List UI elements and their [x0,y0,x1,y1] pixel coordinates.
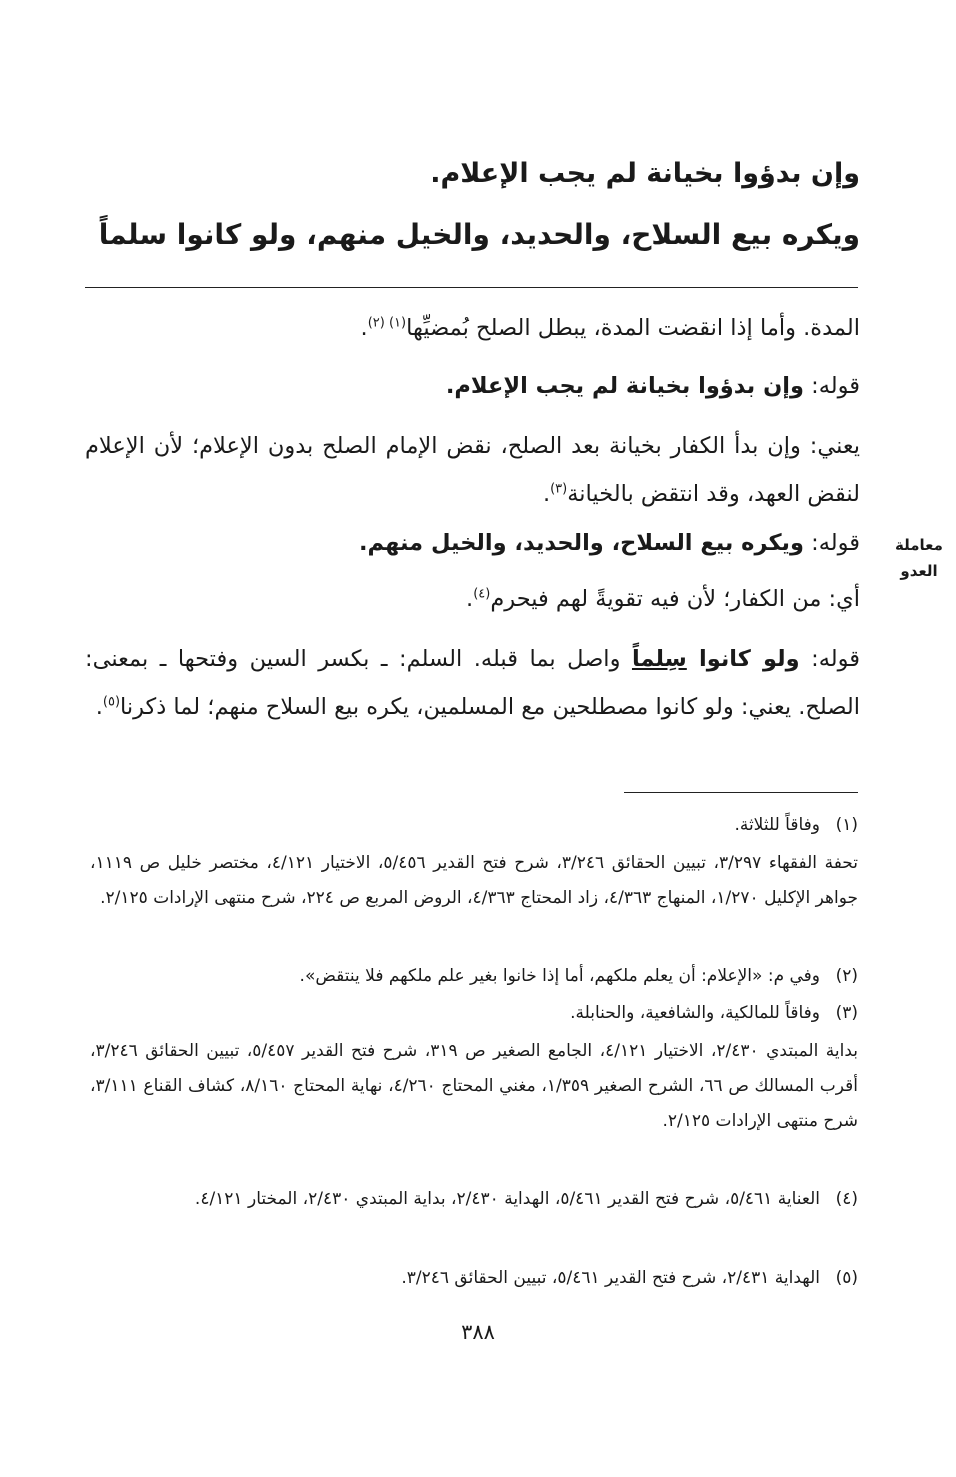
quoted-matn: ويكره بيع السلاح، والحديد، والخيل منهم. [358,530,804,556]
footnote-text: وفي م: «الإعلام: أن يعلم ملكهم، أما إذا خانوا بغير علم ملكهم فلا ينتقض». [299,966,820,986]
punctuation: . [360,315,368,341]
footnote-text: العناية ٥/٤٦١، شرح فتح القدير ٥/٤٦١، الهداية ٢/٤٣٠، بداية المبتدي ٢/٤٣٠، المختار ٤/١٢١. [194,1189,820,1209]
page-number: ٣٨٨ [461,1320,495,1344]
footnote-number: (٥) [835,1268,858,1288]
commentary-paragraph-6 [85,635,860,731]
footnote-1 [90,808,858,843]
quote-lead: قوله: [799,646,861,672]
commentary-paragraph-1 [85,304,860,352]
footnote-3 [90,996,858,1031]
quoted-matn-underlined: سِلماً [631,646,687,672]
commentary-paragraph-2 [85,362,860,410]
footnote-5 [90,1261,858,1296]
matn-line-2: ويكره بيع السلاح، والحديد، والخيل منهم، ولو كانوا سلماً [98,218,860,251]
quoted-matn: ولو كانوا [686,646,800,672]
quoted-matn: وإن بدؤوا بخيانة لم يجب الإعلام. [445,373,804,399]
footnote-2 [90,959,858,994]
punctuation: . [466,586,474,612]
commentary-text: يعني: وإن بدأ الكفار بخيانة بعد الصلح، نقض الإمام الصلح بدون الإعلام؛ لأن الإعلام لنقض العهد، وقد انتقض بالخيانة [85,433,860,507]
footnote-ref: (٥) [102,694,121,710]
margin-heading-line-1: معاملة [895,536,943,554]
footnote-3-sources: بداية المبتدي ٢/٤٣٠، الاختيار ٤/١٢١، الجامع الصغير ص ٣١٩، شرح فتح القدير ٥/٤٥٧، تبيين الحقائق ٣/٢٤٦، أقرب المسالك ص ٦٦، الشرح الصغير ١/٣٥٩، مغني المحتاج ٤/٢٦٠، نهاية المحتاج ٨/١٦٠، كشاف القناع ٣/١١١، شرح منتهى الإرادات ٢/١٢٥. [90,1041,859,1131]
footnote-text: وفاقاً للثلاثة. [734,815,820,835]
footnote-ref: (٤) [473,586,491,602]
footnotes-divider [624,792,858,793]
footnote-ref: (١) (٢) [367,315,407,331]
footnote-4 [90,1182,858,1217]
footnote-number: (٤) [835,1189,858,1209]
quote-lead: قوله: [803,373,860,399]
footnote-number: (٢) [835,966,858,986]
matn-line-1: وإن بدؤوا بخيانة لم يجب الإعلام. [430,158,860,189]
commentary-paragraph-5 [85,575,860,623]
commentary-text: المدة. وأما إذا انقضت المدة، يبطل الصلح بُمضيِّها [406,315,860,341]
footnote-number: (٣) [835,1003,858,1023]
commentary-paragraph-4 [85,519,860,567]
punctuation: . [542,481,551,507]
commentary-paragraph-3 [85,422,860,518]
footnote-text: وفاقاً للمالكية، والشافعية، والحنابلة. [570,1003,820,1023]
footnote-number: (١) [835,815,858,835]
footnote-1-sources: تحفة الفقهاء ٣/٢٩٧، تبيين الحقائق ٣/٢٤٦، شرح فتح القدير ٥/٤٥٦، الاختيار ٤/١٢١، مختصر خليل ص ١١١٩، جواهر الإكليل ١/٢٧٠، المنهاج ٤/٣٦٣، زاد المحتاج ٤/٣٦٣، الروض المربع ص ٢٢٤، شرح منتهى الإرادات ٢/١٢٥. [90,853,859,908]
punctuation: . [95,694,103,720]
commentary-text: أي: من الكفار؛ لأن فيه تقويةً لهم فيحرم [490,586,860,612]
margin-heading-line-2: العدو [900,562,938,580]
commentary-text: واصل بما قبله. السلم: ـ بكسر السين وفتحها ـ بمعنى: الصلح. يعني: ولو كانوا مصطلحين مع المسلمين، يكره بيع السلاح منهم؛ لما ذكرنا [85,646,860,720]
margin-heading [893,532,945,584]
footnote-text: الهداية ٢/٤٣١، شرح فتح القدير ٥/٤٦١، تبيين الحقائق ٣/٢٤٦. [401,1268,820,1288]
footnote-ref: (٣) [550,481,568,497]
quote-lead: قوله: [803,530,860,556]
matn-divider [85,287,858,288]
